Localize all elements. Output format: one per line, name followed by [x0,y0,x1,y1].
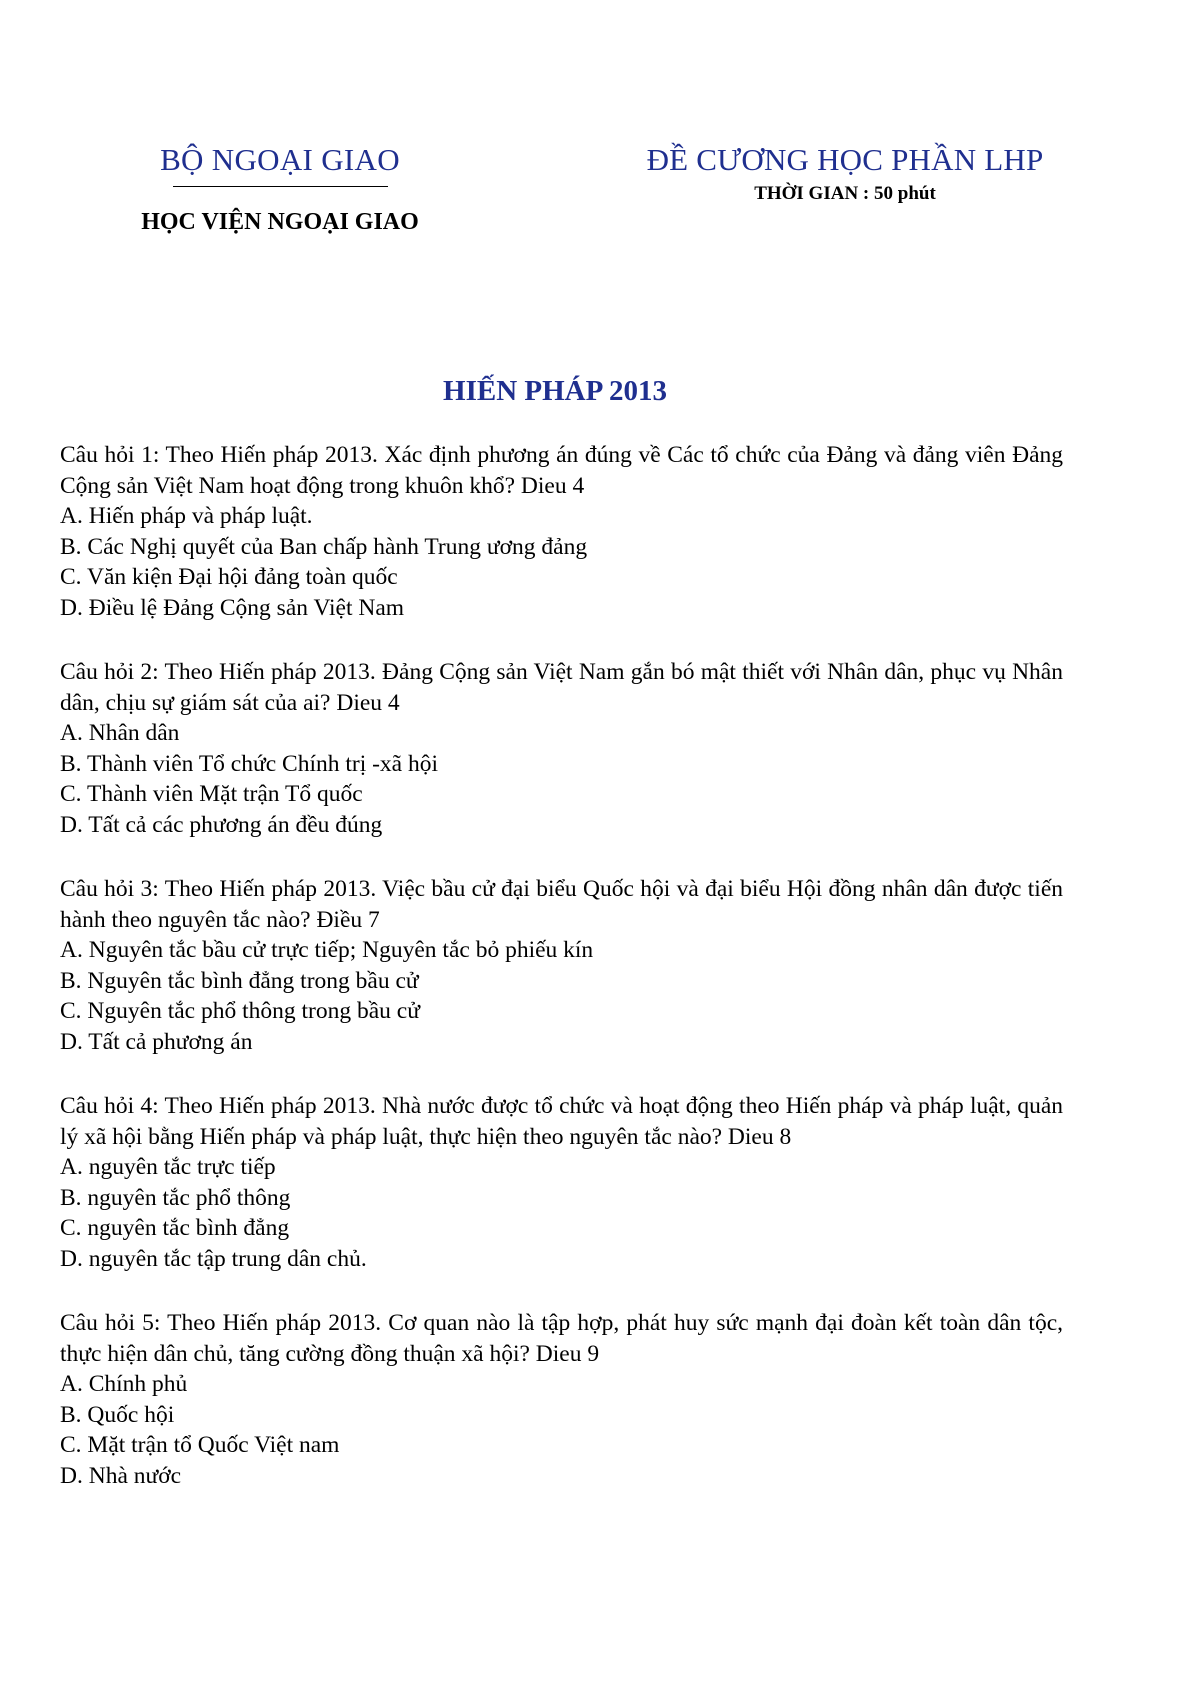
question-4 [60,1091,1063,1274]
institution-name: HỌC VIỆN NGOẠI GIAO [141,209,419,235]
answer-option-a: A. Chính phủ [60,1371,188,1397]
question-text: Câu hỏi 4: Theo Hiến pháp 2013. Nhà nước được tổ chức và hoạt động theo Hiến pháp và pháp luật, quản lý xã hội bằng Hiến pháp và pháp luật, thực hiện theo nguyên tắc nào? Dieu 8 [60,1093,1063,1150]
answer-option-c: C. Thành viên Mặt trận Tổ quốc [60,781,363,807]
answer-option-c: C. Nguyên tắc phổ thông trong bầu cử [60,998,420,1024]
question-text: Câu hỏi 2: Theo Hiến pháp 2013. Đảng Cộng sản Việt Nam gắn bó mật thiết với Nhân dân, phục vụ Nhân dân, chịu sự giám sát của ai? Dieu 4 [60,659,1063,716]
question-5 [60,1308,1063,1491]
answer-option-d: D. Nhà nước [60,1462,182,1489]
answer-option-d: D. Tất cả các phương án đều đúng [60,811,383,838]
answer-option-b: B. Nguyên tắc bình đẳng trong bầu cử [60,967,419,994]
answer-option-b: B. Các Nghị quyết của Ban chấp hành Trung ương đảng [60,533,588,560]
question-3 [60,874,1063,1057]
organization-name: BỘ NGOẠI GIAO [160,142,400,177]
header-right [610,140,1080,206]
answer-option-a: A. Nguyên tắc bầu cử trực tiếp; Nguyên tắc bỏ phiếu kín [60,937,594,963]
header-divider [173,186,388,187]
question-1 [60,440,1063,623]
document-title: ĐỀ CƯƠNG HỌC PHẦN LHP [646,142,1044,177]
answer-option-c: C. Văn kiện Đại hội đảng toàn quốc [60,564,398,590]
answer-option-c: C. nguyên tắc bình đẳng [60,1215,290,1241]
question-list [60,440,1063,1525]
answer-option-b: B. nguyên tắc phổ thông [60,1184,291,1211]
header-left [100,140,460,237]
main-title: HIẾN PHÁP 2013 [443,375,667,407]
answer-option-d: D. Điều lệ Đảng Cộng sản Việt Nam [60,594,405,621]
answer-option-a: A. Hiến pháp và pháp luật. [60,503,313,529]
answer-option-c: C. Mặt trận tổ Quốc Việt nam [60,1432,340,1458]
question-2 [60,657,1063,840]
answer-option-b: B. Thành viên Tổ chức Chính trị -xã hội [60,750,439,777]
answer-option-a: A. nguyên tắc trực tiếp [60,1154,276,1180]
answer-option-d: D. Tất cả phương án [60,1028,253,1055]
exam-time: THỜI GIAN : 50 phút [754,183,936,204]
answer-option-b: B. Quốc hội [60,1401,175,1428]
question-text: Câu hỏi 3: Theo Hiến pháp 2013. Việc bầu cử đại biểu Quốc hội và đại biểu Hội đồng nhân dân được tiến hành theo nguyên tắc nào? Điều 7 [60,876,1063,933]
answer-option-a: A. Nhân dân [60,720,180,746]
answer-option-d: D. nguyên tắc tập trung dân chủ. [60,1245,367,1272]
question-text: Câu hỏi 1: Theo Hiến pháp 2013. Xác định phương án đúng về Các tổ chức của Đảng và đảng viên Đảng Cộng sản Việt Nam hoạt động trong khuôn khổ? Dieu 4 [60,442,1063,499]
question-text: Câu hỏi 5: Theo Hiến pháp 2013. Cơ quan nào là tập hợp, phát huy sức mạnh đại đoàn kết toàn dân tộc, thực hiện dân chủ, tăng cường đồng thuận xã hội? Dieu 9 [60,1310,1063,1367]
